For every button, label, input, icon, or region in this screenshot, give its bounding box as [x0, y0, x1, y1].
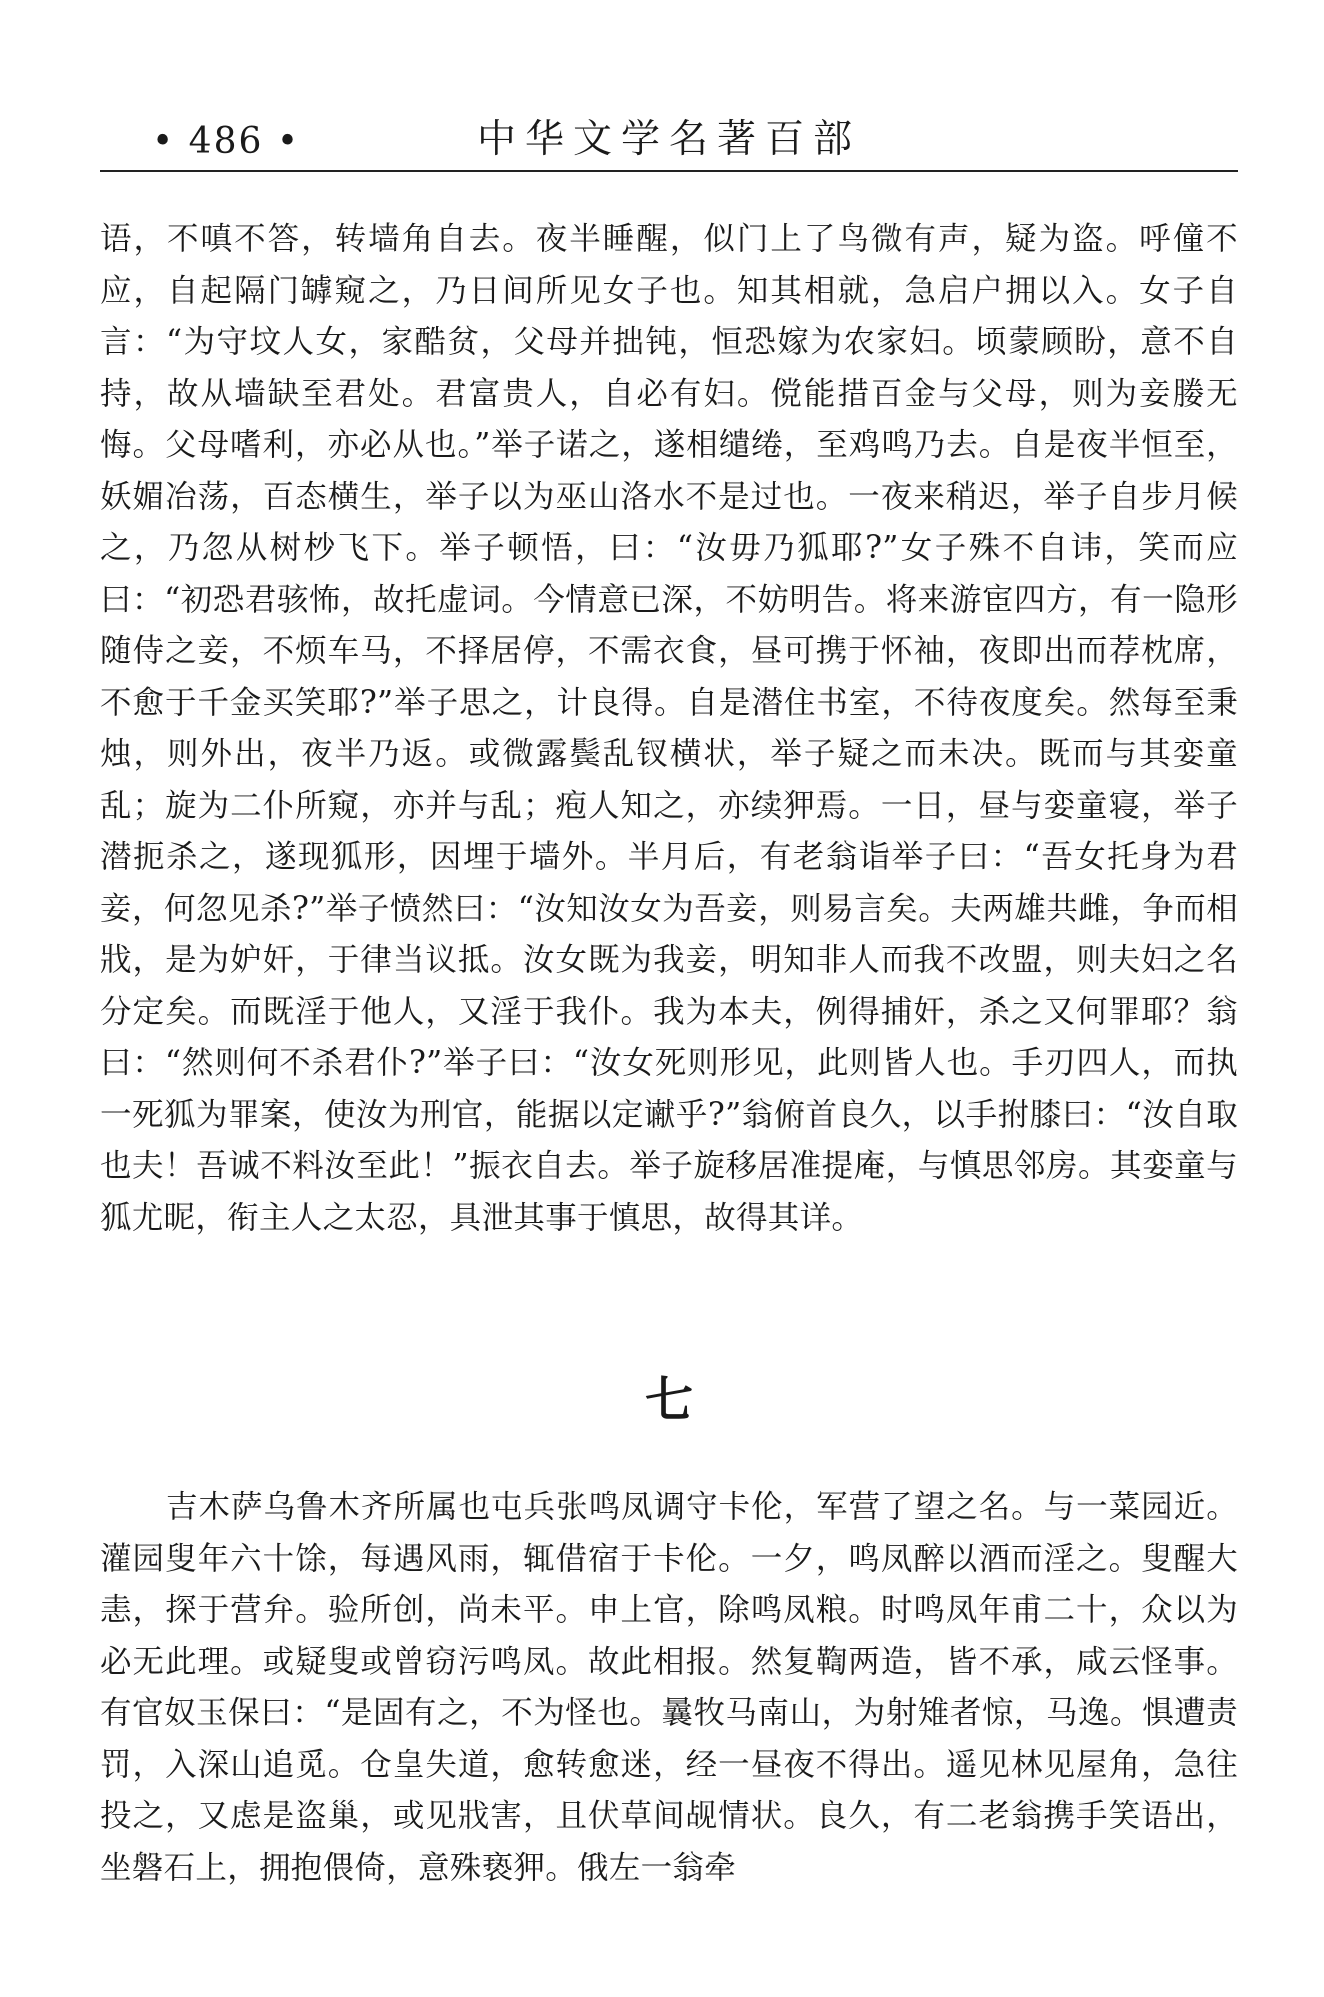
body-paragraph-section-start: 吉木萨乌鲁木齐所属也屯兵张鸣凤调守卡伦，军营了望之名。与一菜园近。灌园叟年六十馀，每遇风雨，辄借宿于卡伦。一夕，鸣凤醉以酒而淫之。叟醒大恚，探于营弁。验所创，尚未平。申上官，除鸣凤粮。时鸣凤年甫二十，众以为必无此理。或疑叟或曾窃污鸣凤。故此相报。然复鞫两造，皆不承，咸云怪事。有官奴玉保曰：“是固有之，不为怪也。曩牧马南山，为射雉者惊，马逸。惧遭责罚，入深山追觅。仓皇失道，愈转愈迷，经一昼夜不得出。遥见林见屋角，急往投之，又虑是盗巢，或见戕害，且伏草间觇情状。良久，有二老翁携手笑语出，坐磐石上，拥抱偎倚，意殊亵狎。俄左一翁牵 [100, 1489, 1238, 1886]
page-header [100, 108, 1238, 178]
header-divider [100, 170, 1238, 172]
body-paragraph-continued: 语，不嗔不答，转墙角自去。夜半睡醒，似门上了鸟微有声，疑为盗。呼僮不应，自起隔门罅窥之，乃日间所见女子也。知其相就，急启户拥以入。女子自言：“为守坟人女，家酷贫，父母并拙钝，恒恐嫁为农家妇。顷蒙顾盼，意不自持，故从墙缺至君处。君富贵人，自必有妇。傥能措百金与父母，则为妾媵无悔。父母嗜利，亦必从也。”举子诺之，遂相缱绻，至鸡鸣乃去。自是夜半恒至，妖媚冶荡，百态横生，举子以为巫山洛水不是过也。一夜来稍迟，举子自步月候之，乃忽从树杪飞下。举子顿悟，曰：“汝毋乃狐耶?”女子殊不自讳，笑而应曰：“初恐君骇怖，故托虚词。今情意已深，不妨明告。将来游宦四方，有一隐形随侍之妾，不烦车马，不择居停，不需衣食，昼可携于怀袖，夜即出而荐枕席，不愈于千金买笑耶?”举子思之，计良得。自是潜住书室，不待夜度矣。然每至秉烛，则外出，夜半乃返。或微露鬓乱钗横状，举子疑之而未决。既而与其娈童乱；旋为二仆所窥，亦并与乱；疱人知之，亦续狎焉。一日，昼与娈童寝，举子潜扼杀之，遂现狐形，因埋于墙外。半月后，有老翁诣举子曰：“吾女托身为君妾，何忽见杀?”举子愤然曰：“汝知汝女为吾妾，则易言矣。夫两雄共雌，争而相戕，是为妒奸，于律当议抵。汝女既为我妾，明知非人而我不改盟，则夫妇之名分定矣。而既淫于他人，又淫于我仆。我为本夫，例得捕奸，杀之又何罪耶？翁曰：“然则何不杀君仆?”举子曰：“汝女死则形见，此则皆人也。手刃四人，而执一死狐为罪案，使汝为刑官，能据以定谳乎?”翁俯首良久，以手拊膝曰：“汝自取也夫！吾诚不料汝至此！”振衣自去。举子旋移居准提庵，与慎思邻房。其娈童与狐尤昵，衔主人之太忍，具泄其事于慎思，故得其详。 [100, 221, 1238, 1236]
section-number-heading: 七 [644, 1372, 693, 1428]
book-title: 中华文学名著百部 [476, 117, 861, 162]
page-number: • 486 • [152, 121, 301, 162]
